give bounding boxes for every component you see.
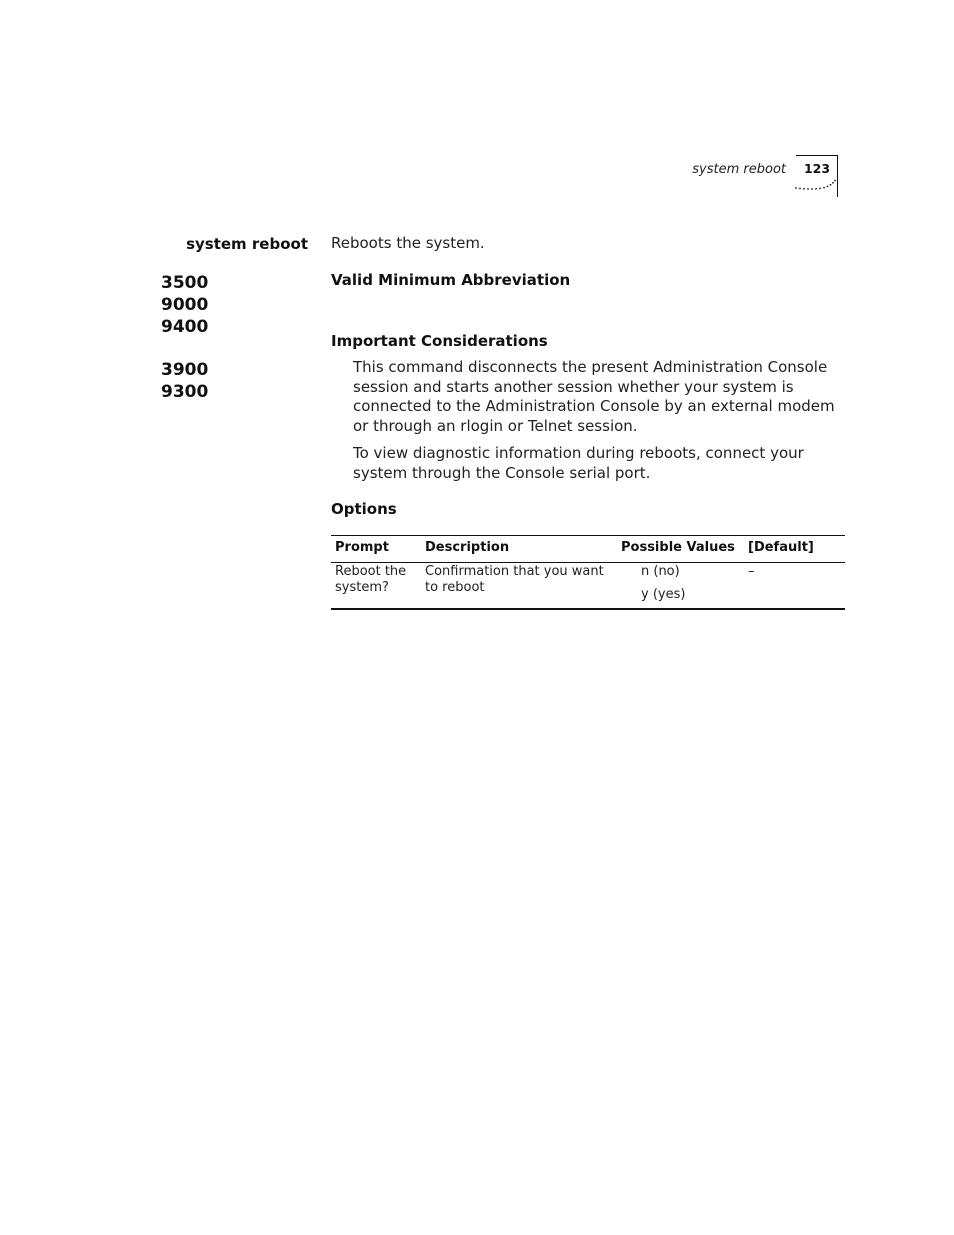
column-header-default: [Default] [748, 540, 814, 555]
table-top-rule [331, 535, 845, 536]
page-number: 123 [803, 161, 831, 176]
cell-value-yes: y (yes) [641, 587, 686, 602]
consideration-paragraph: This command disconnects the present Administration Console session and starts another session whether your system is connected to the Administration Console by an external modem or through an rlogin or Telnet session. [353, 358, 835, 435]
platform-list [161, 272, 208, 403]
platform-number: 9000 [161, 295, 209, 315]
page-corner-rule [796, 155, 838, 156]
consideration-paragraph: To view diagnostic information during reboots, connect your system through the Console serial port. [353, 444, 804, 482]
cell-description: Confirmation that you want to reboot [425, 564, 604, 595]
column-header-prompt: Prompt [335, 540, 389, 555]
column-header-description: Description [425, 540, 510, 555]
options-heading: Options [331, 500, 397, 518]
table-bottom-rule [331, 608, 845, 610]
cell-prompt: Reboot the system? [335, 564, 407, 595]
command-intro: Reboots the system. [331, 234, 485, 252]
command-title: system reboot [186, 235, 308, 253]
cell-default: – [748, 564, 755, 579]
platform-number: 9300 [161, 382, 209, 402]
valid-abbreviation-heading: Valid Minimum Abbreviation [331, 271, 571, 289]
platform-number: 9400 [161, 317, 209, 337]
table-header-rule [331, 562, 845, 563]
dotted-curve-decoration [793, 178, 839, 192]
platform-number: 3900 [161, 360, 209, 380]
important-considerations-heading: Important Considerations [331, 332, 548, 350]
platform-number: 3500 [161, 273, 209, 293]
cell-value-no: n (no) [641, 564, 680, 579]
column-header-possible-values: Possible Values [621, 540, 735, 555]
running-head: system reboot [692, 162, 786, 177]
